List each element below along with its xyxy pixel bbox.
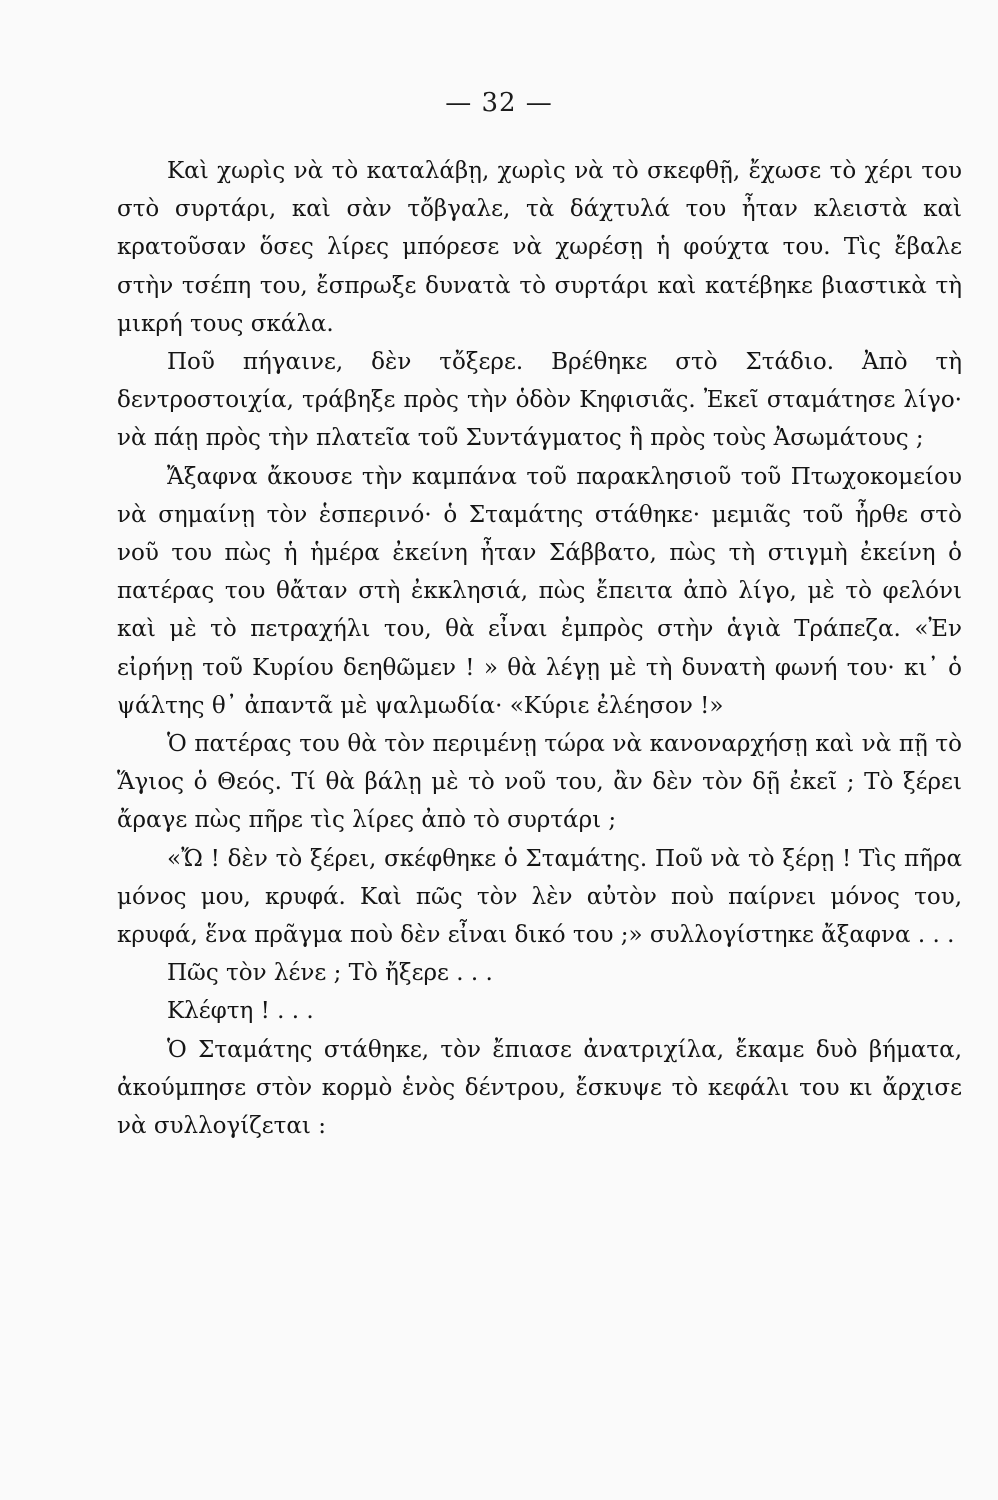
paragraph: Ἄξαφνα ἄκουσε τὴν καμπάνα τοῦ παρακλησιοῦ τοῦ Πτωχοκομείου νὰ σημαίνῃ τὸν ἑσπερινό· ὁ Σταμάτης στάθηκε· μεμιᾶς τοῦ ἦρθε στὸ νοῦ του πὼς ἡ ἡμέρα ἐκείνη ἦταν Σάββατο, πὼς τὴ στιγμὴ ἐκείνη ὁ πατέρας του θἄταν στὴ ἐκκλησιά, πὼς ἔπειτα ἀπὸ λίγο, μὲ τὸ φελόνι καὶ μὲ τὸ πετραχήλι του, θὰ εἶναι ἐμπρὸς στὴν ἁγιὰ Τράπεζα. «Ἐν εἰρήνῃ τοῦ Κυρίου δεηθῶμεν ! » θὰ λέγῃ μὲ τὴ δυνατὴ φωνή του· κι᾿ ὁ ψάλτης θ᾿ ἀπαντᾶ μὲ ψαλμωδία· «Κύριε ἐλέησον !» — [117, 463, 962, 719]
body-text — [117, 152, 962, 1145]
paragraph: Καὶ χωρὶς νὰ τὸ καταλάβῃ, χωρὶς νὰ τὸ σκεφθῇ, ἔχωσε τὸ χέρι του στὸ συρτάρι, καὶ σὰν τὄβγαλε, τὰ δάχτυλά του ἦταν κλειστὰ καὶ κρατοῦσαν ὅσες λίρες μπόρεσε νὰ χωρέσῃ ἡ φούχτα του. Τὶς ἔβαλε στὴν τσέπη του, ἔσπρωξε δυνατὰ τὸ συρτάρι καὶ κατέβηκε βιαστικὰ τὴ μικρή τους σκάλα. — [117, 158, 962, 337]
paragraph: «Ὤ ! δὲν τὸ ξέρει, σκέφθηκε ὁ Σταμάτης. Ποῦ νὰ τὸ ξέρῃ ! Τὶς πῆρα μόνος μου, κρυφά. Καὶ πῶς τὸν λὲν αὐτὸν ποὺ παίρνει μόνος του, κρυφά, ἕνα πρᾶγμα ποὺ δὲν εἶναι δικό του ;» συλλογίστηκε ἄξαφνα . . . — [117, 845, 962, 949]
paragraph: Ποῦ πήγαινε, δὲν τὄξερε. Βρέθηκε στὸ Στάδιο. Ἀπὸ τὴ δεντροστοιχία, τράβηξε πρὸς τὴν ὁδὸν Κηφισιᾶς. Ἐκεῖ σταμάτησε λίγο· νὰ πάῃ πρὸς τὴν πλατεῖα τοῦ Συντάγματος ἢ πρὸς τοὺς Ἀσωμάτους ; — [117, 349, 962, 452]
paragraph: Πῶς τὸν λένε ; Τὸ ἤξερε . . . — [167, 960, 493, 987]
paragraph: Κλέφτη ! . . . — [167, 998, 314, 1025]
page-number: — 32 — — [445, 88, 553, 118]
paragraph: Ὁ Σταμάτης στάθηκε, τὸν ἔπιασε ἀνατριχίλα, ἔκαμε δυὸ βήματα, ἀκούμπησε στὸν κορμὸ ἑνὸς δέντρου, ἔσκυψε τὸ κεφάλι του κι ἄρχισε νὰ συλλογίζεται : — [117, 1036, 962, 1140]
paragraph: Ὁ πατέρας του θὰ τὸν περιμένῃ τώρα νὰ κανοναρχήσῃ καὶ νὰ πῇ τὸ Ἅγιος ὁ Θεός. Τί θὰ βάλῃ μὲ τὸ νοῦ του, ἂν δὲν τὸν δῇ ἐκεῖ ; Τὸ ξέρει ἄραγε πὼς πῆρε τὶς λίρες ἀπὸ τὸ συρτάρι ; — [117, 731, 962, 834]
